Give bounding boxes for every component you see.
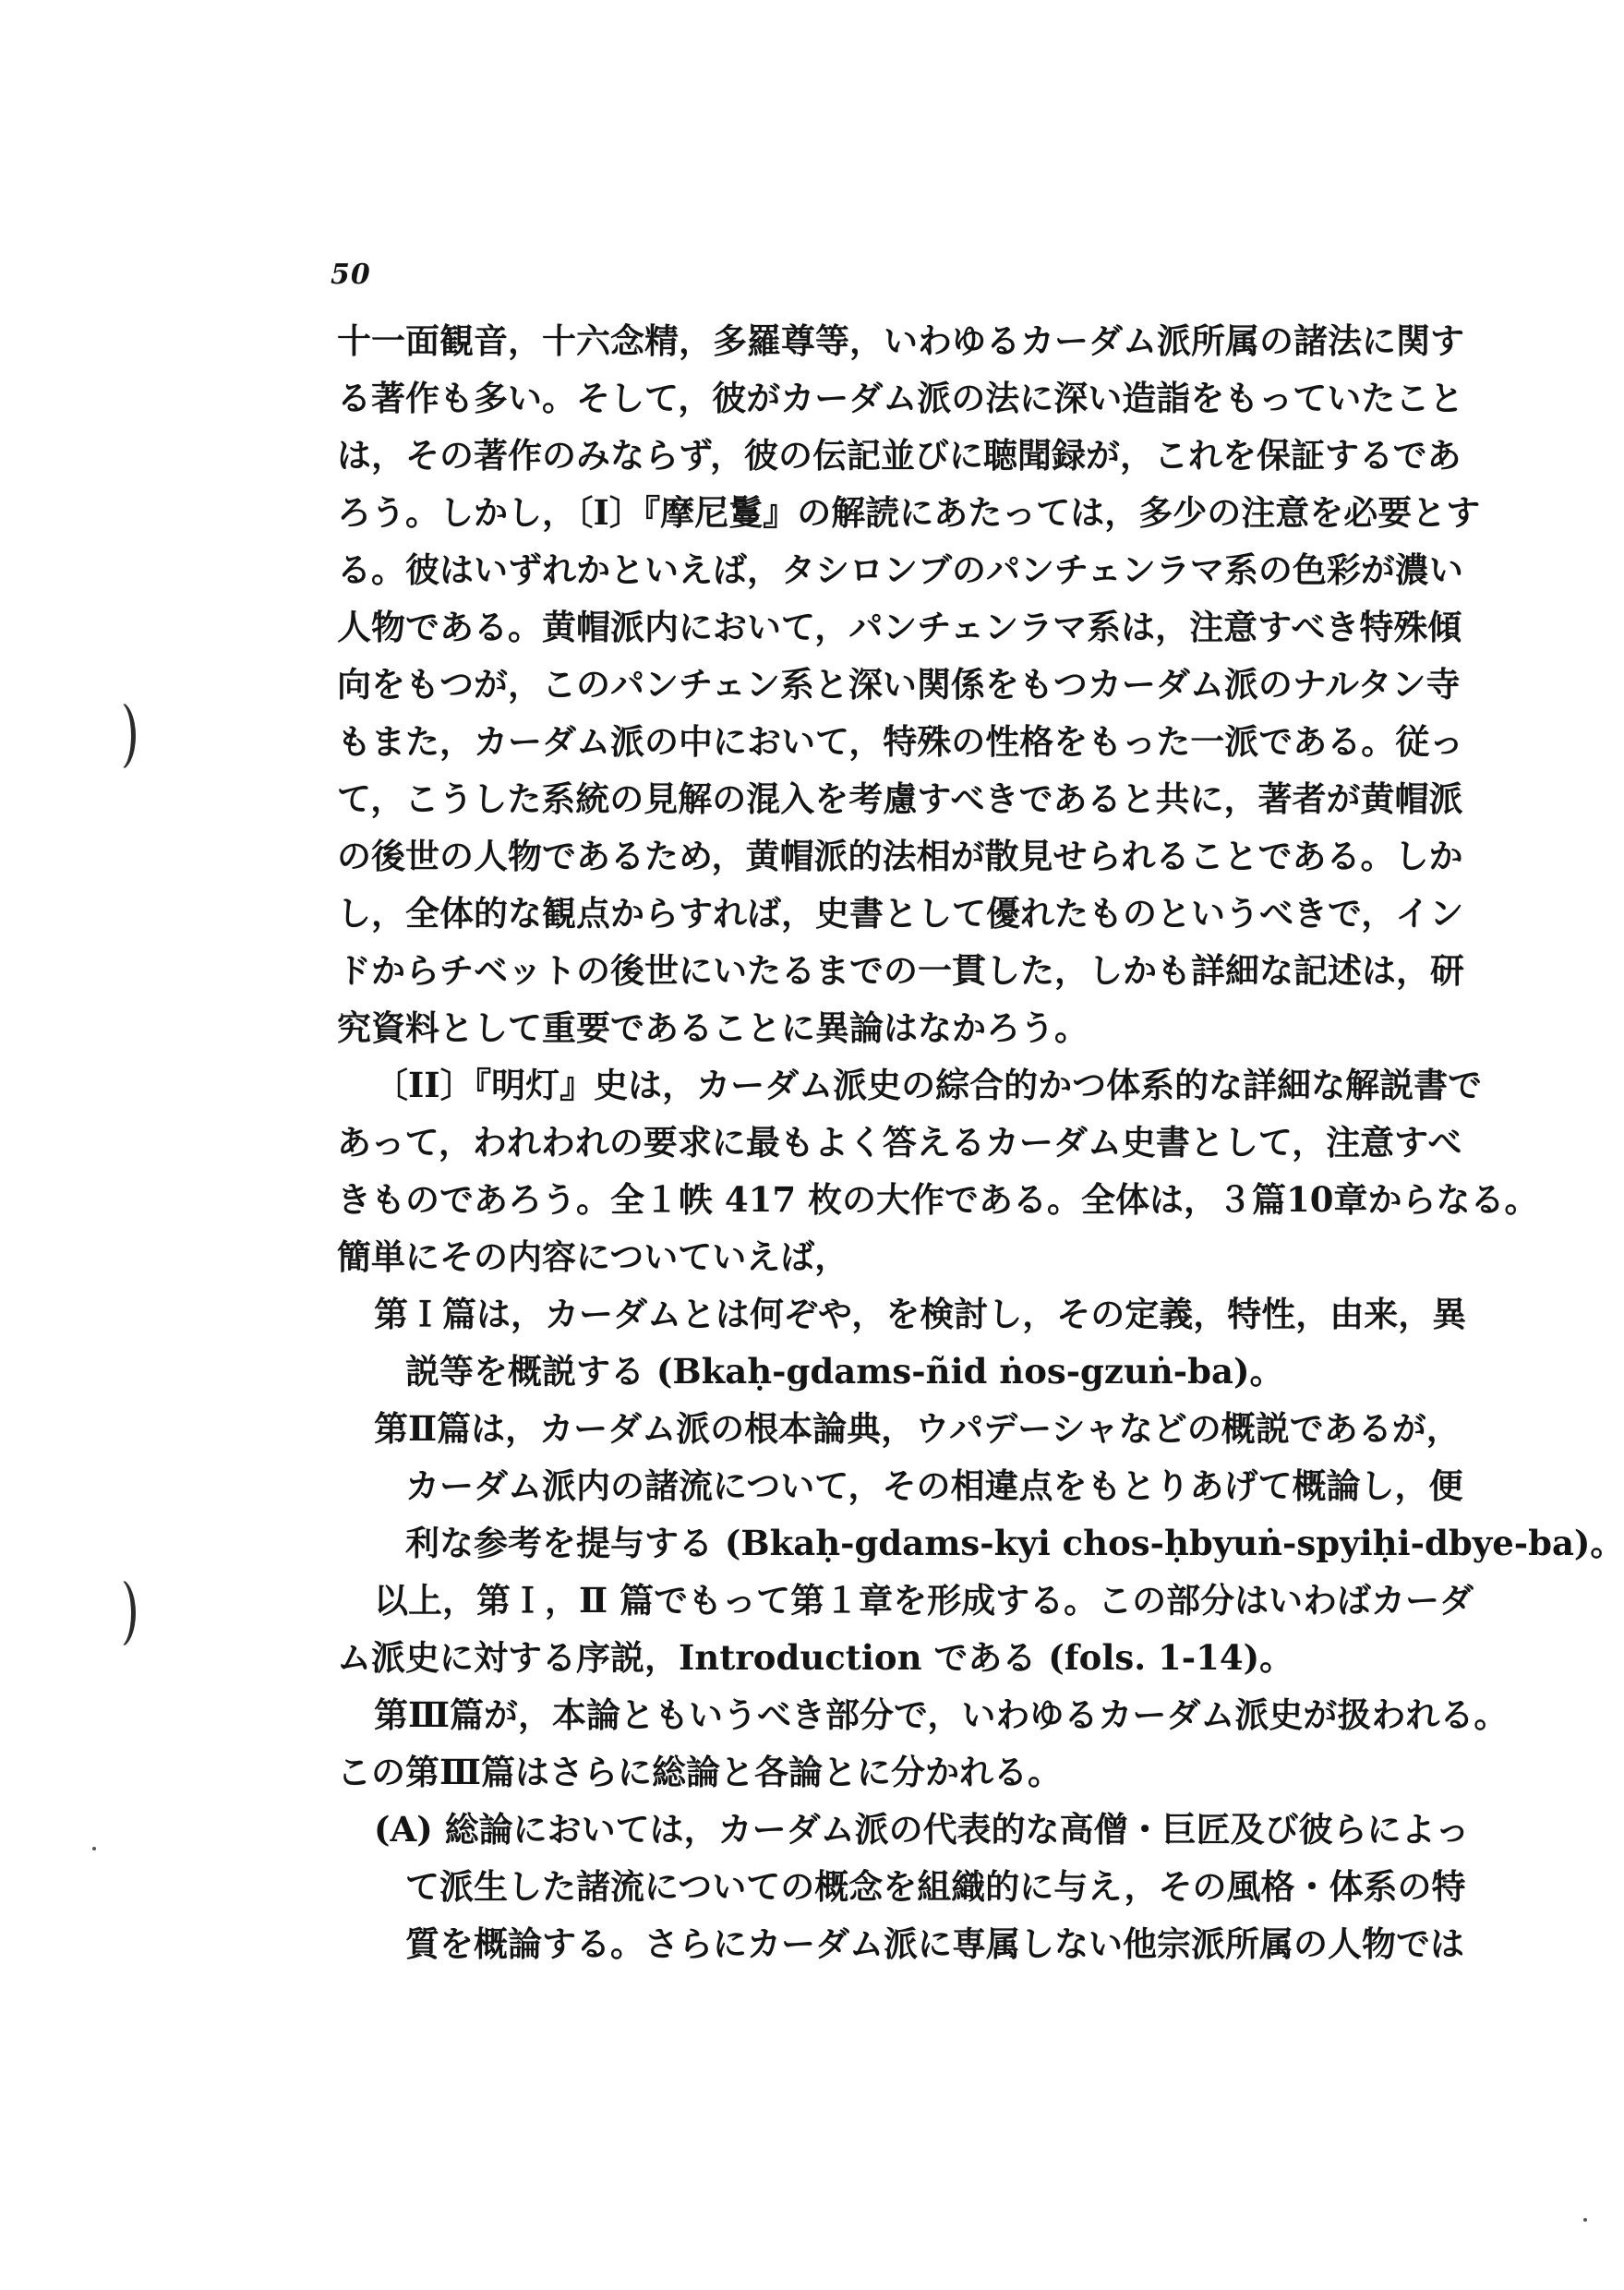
scan-speck — [92, 1847, 96, 1850]
text-line: 以上，第Ｉ，Ⅱ 篇でもって第１章を形成する。この部分はいわばカーダ — [374, 1580, 1474, 1621]
text-line: あって，われわれの要求に最もよく答えるカーダム史書として，注意すべ — [337, 1122, 1462, 1163]
page-number: 50 — [331, 259, 371, 291]
text-line: 簡単にその内容についていえば， — [337, 1236, 849, 1277]
text-line: る著作も多い。そして，彼がカーダム派の法に深い造詣をもっていたこと — [337, 378, 1464, 418]
text-line: この第Ⅲ篇はさらに総論と各論とに分かれる。 — [337, 1752, 1063, 1792]
text-line: は，その著作のみならず，彼の伝記並びに聴聞録が，これを保証するであ — [337, 435, 1462, 476]
text-line: て派生した諸流についての概念を組織的に与え，その風格・体系の特 — [405, 1866, 1466, 1907]
text-line: る。彼はいずれかといえば，タシロンブのパンチェンラマ系の色彩が濃い — [337, 549, 1463, 590]
body-text — [337, 312, 1624, 1972]
text-line: 人物である。黄帽派内において，パンチェンラマ系は，注意すべき特殊傾 — [337, 607, 1462, 647]
text-line: て，こうした系統の見解の混入を考慮すべきであると共に，著者が黄帽派 — [337, 778, 1463, 819]
text-line: の後世の人物であるため，黄帽派的法相が散見せられることである。しか — [337, 836, 1463, 876]
binding-hole-mark — [103, 1579, 136, 1647]
binding-hole-mark — [103, 702, 136, 770]
text-line: ドからチベットの後世にいたるまでの一貫した，しかも詳細な記述は，研 — [337, 950, 1464, 991]
scan-speck — [1583, 2218, 1587, 2222]
text-line: きものであろう。全１帙 417 枚の大作である。全体は，３篇10章からなる。 — [337, 1179, 1539, 1220]
text-line: ム派史に対する序説，Introduction である (fols. 1-14)。 — [337, 1637, 1294, 1678]
text-line: 説等を概説する (Bkaḥ-gdams-ñid ṅos-gzuṅ-ba)。 — [405, 1351, 1284, 1392]
text-line: し，全体的な観点からすれば，史書として優れたものというべきで，イン — [337, 893, 1464, 934]
text-line: 第Ⅱ篇は，カーダム派の根本論典，ウパデーシャなどの概説であるが， — [374, 1408, 1461, 1449]
text-line: 第Ⅲ篇が，本論ともいうべき部分で，いわゆるカーダム派史が扱われる。 — [374, 1694, 1509, 1735]
text-line: 第Ｉ篇は，カーダムとは何ぞや，を検討し，その定義，特性，由来，異 — [374, 1294, 1467, 1334]
text-line: (A) 総論においては，カーダム派の代表的な高僧・巨匠及び彼らによっ — [374, 1809, 1470, 1850]
text-line: 〔II〕『明灯』史は，カーダム派史の綜合的かつ体系的な詳細な解説書で — [374, 1065, 1483, 1105]
text-line: 向をもつが，このパンチェン系と深い関係をもつカーダム派のナルタン寺 — [337, 664, 1461, 705]
text-line: 究資料として重要であることに異論はなかろう。 — [337, 1007, 1089, 1048]
text-line: カーダム派内の諸流について，その相違点をもとりあげて概論し，便 — [405, 1465, 1463, 1506]
text-line: 質を概論する。さらにカーダム派に専属しない他宗派所属の人物では — [405, 1923, 1464, 1964]
text-line: ろう。しかし，〔I〕『摩尼鬘』の解読にあたっては，多少の注意を必要とす — [337, 492, 1481, 533]
text-line: 利な参考を提与する (Bkaḥ-gdams-kyi chos-ḥbyuṅ-spyiḥi-dbye-ba)。 — [405, 1523, 1624, 1563]
text-line: 十一面観音，十六念精，多羅尊等，いわゆるカーダム派所属の諸法に関す — [337, 320, 1464, 361]
text-line: もまた，カーダム派の中において，特殊の性格をもった一派である。従っ — [337, 721, 1464, 762]
